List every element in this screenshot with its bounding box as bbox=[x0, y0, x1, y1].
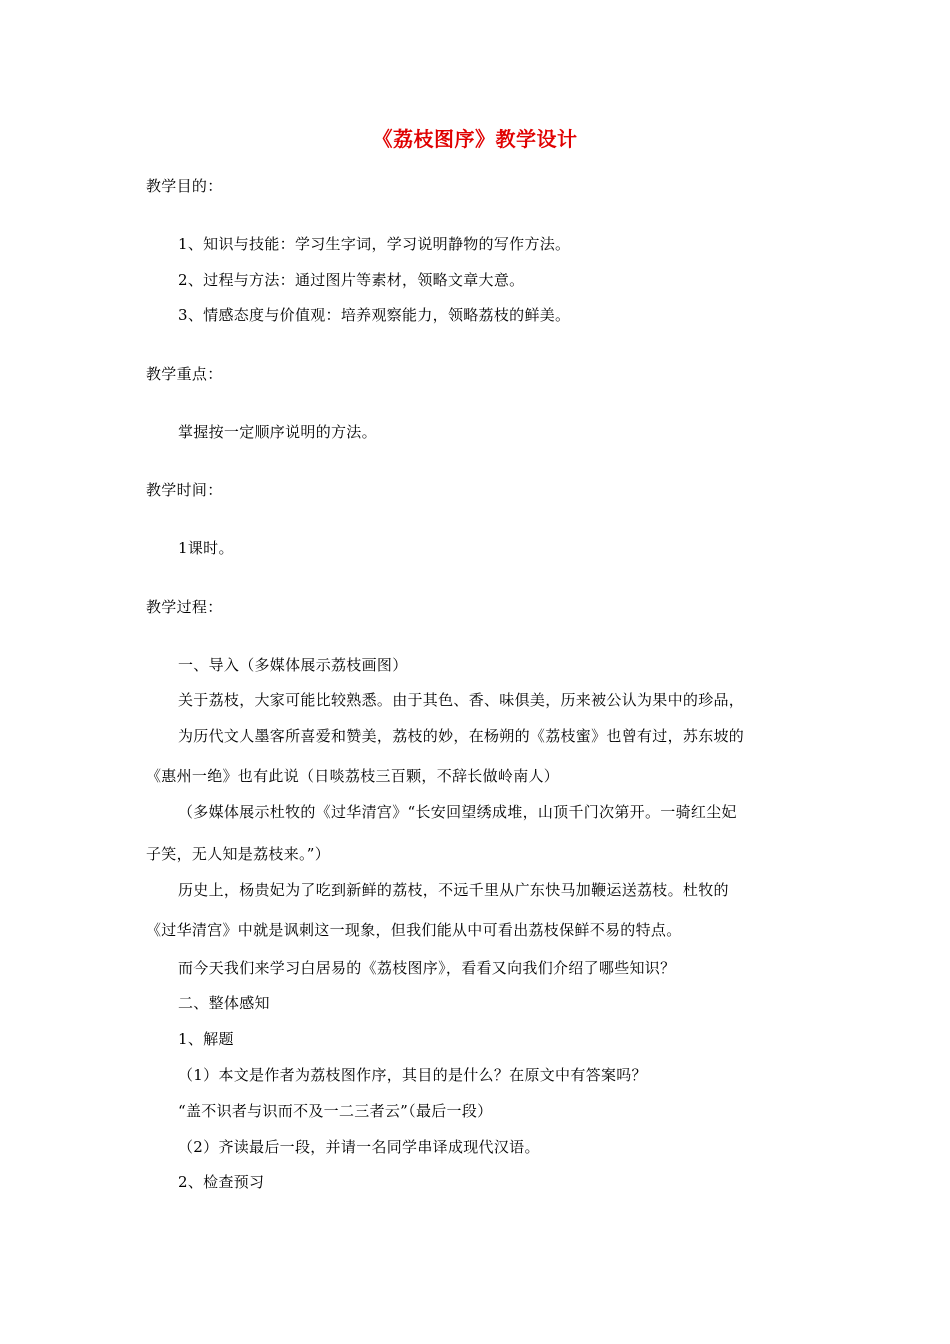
process-line: （多媒体展示杜牧的《过华清宫》“长安回望绣成堆，山顶千门次第开。一骑红尘妃 bbox=[178, 803, 737, 821]
goal-item: 2、过程与方法：通过图片等素材，领略文章大意。 bbox=[178, 271, 525, 289]
goal-item: 3、情感态度与价值观：培养观察能力，领略荔枝的鲜美。 bbox=[178, 306, 571, 324]
process-heading: 教学过程： bbox=[146, 598, 223, 616]
time-text: 1课时。 bbox=[178, 539, 234, 557]
focus-text: 掌握按一定顺序说明的方法。 bbox=[178, 423, 377, 441]
process-line: 关于荔枝，大家可能比较熟悉。由于其色、香、味俱美，历来被公认为果中的珍品， bbox=[178, 691, 745, 709]
process-line: 历史上，杨贵妃为了吃到新鲜的荔枝，不远千里从广东快马加鞭运送荔枝。杜牧的 bbox=[178, 881, 729, 899]
process-line: （2）齐读最后一段，并请一名同学串译成现代汉语。 bbox=[178, 1138, 540, 1156]
process-line: 一、导入（多媒体展示荔枝画图） bbox=[178, 656, 408, 674]
process-line: 二、整体感知 bbox=[178, 994, 270, 1012]
process-line: 而今天我们来学习白居易的《荔枝图序》，看看又向我们介绍了哪些知识？ bbox=[178, 959, 676, 977]
focus-heading: 教学重点： bbox=[146, 365, 223, 383]
process-line: 2、检查预习 bbox=[178, 1173, 265, 1191]
process-line: 为历代文人墨客所喜爱和赞美，荔枝的妙，在杨朔的《荔枝蜜》也曾有过，苏东坡的 bbox=[178, 727, 745, 745]
page-title: 《荔枝图序》教学设计 bbox=[372, 127, 578, 151]
process-line: 子笑，无人知是荔枝来。”） bbox=[146, 845, 331, 863]
goal-item: 1、知识与技能：学习生字词，学习说明静物的写作方法。 bbox=[178, 235, 571, 253]
process-line: （1）本文是作者为荔枝图作序，其目的是什么？在原文中有答案吗？ bbox=[178, 1066, 647, 1084]
process-line: 1、解题 bbox=[178, 1030, 234, 1048]
goals-heading: 教学目的： bbox=[146, 177, 223, 195]
time-heading: 教学时间： bbox=[146, 481, 223, 499]
process-line: “盖不识者与识而不及一二三者云”（最后一段） bbox=[178, 1102, 493, 1120]
process-line: 《过华清宫》中就是讽刺这一现象，但我们能从中可看出荔枝保鲜不易的特点。 bbox=[146, 921, 682, 939]
process-line: 《惠州一绝》也有此说（日啖荔枝三百颗，不辞长做岭南人） bbox=[146, 767, 560, 785]
